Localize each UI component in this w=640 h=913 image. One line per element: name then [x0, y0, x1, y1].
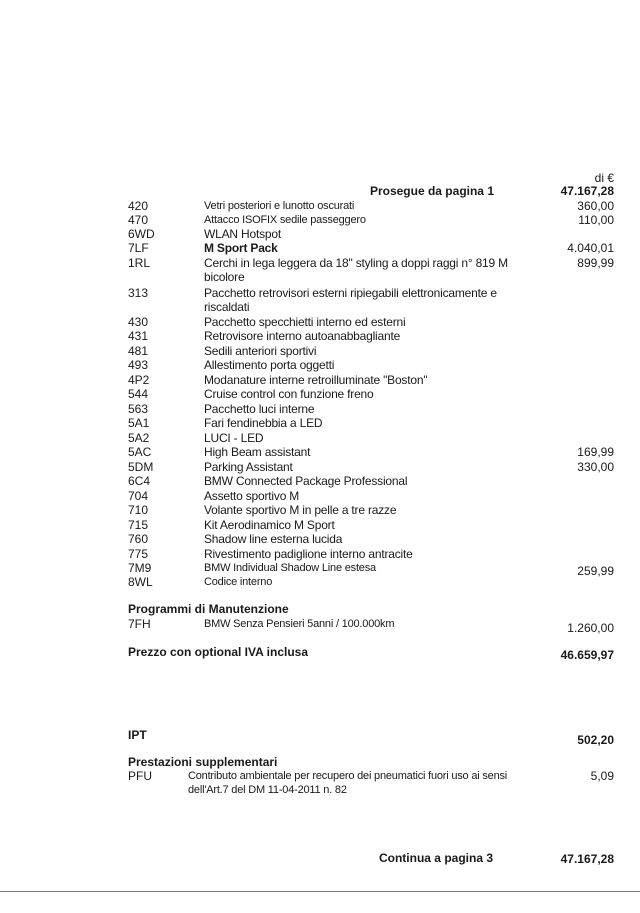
- item-description: Cruise control con funzione freno: [204, 387, 374, 401]
- item-description: BMW Individual Shadow Line estesa: [204, 562, 376, 574]
- item-code: 493: [128, 358, 149, 372]
- item-description: Assetto sportivo M: [204, 489, 300, 503]
- item-code: 760: [128, 532, 149, 546]
- item-code: 710: [128, 503, 149, 517]
- item-description: Pacchetto luci interne: [204, 402, 315, 416]
- item-code: 544: [128, 387, 149, 401]
- item-description: High Beam assistant: [204, 445, 311, 459]
- item-code: 6C4: [128, 474, 151, 488]
- item-code: 5A1: [128, 416, 150, 430]
- price-with-options-label: Prezzo con optional IVA inclusa: [128, 645, 309, 659]
- item-code: 430: [128, 315, 149, 329]
- item-description: Modanature interne retroilluminate "Boston": [204, 373, 428, 387]
- item-description: Pacchetto specchietti interno ed esterni: [204, 315, 406, 329]
- continue-label: Continua a pagina 3: [378, 851, 493, 865]
- item-description: Attacco ISOFIX sedile passeggero: [204, 214, 366, 226]
- item-amount: 259,99: [577, 564, 614, 578]
- item-description: WLAN Hotspot: [204, 227, 281, 241]
- item-code: 4P2: [128, 373, 150, 387]
- supplementary-code: PFU: [128, 769, 152, 783]
- item-code: 5A2: [128, 431, 150, 445]
- item-code: 563: [128, 402, 149, 416]
- carry-over-label: Prosegue da pagina 1: [369, 184, 494, 198]
- item-code: 704: [128, 489, 149, 503]
- item-description: M Sport Pack: [204, 241, 278, 255]
- item-amount: 330,00: [577, 460, 614, 474]
- maintenance-description: BMW Senza Pensieri 5anni / 100.000km: [204, 618, 395, 630]
- continue-amount: 47.167,28: [560, 852, 614, 866]
- item-description: Fari fendinebbia a LED: [204, 416, 323, 430]
- item-code: 775: [128, 547, 149, 561]
- item-code: 470: [128, 213, 149, 227]
- maintenance-code: 7FH: [128, 617, 151, 631]
- item-description: Allestimento porta oggetti: [204, 358, 335, 372]
- item-code: 7M9: [128, 561, 152, 575]
- item-description: Vetri posteriori e lunotto oscurati: [204, 200, 355, 212]
- item-code: 715: [128, 518, 149, 532]
- item-description: LUCI - LED: [204, 431, 264, 445]
- item-description: Volante sportivo M in pelle a tre razze: [204, 503, 397, 517]
- item-code: 431: [128, 329, 149, 343]
- item-description: BMW Connected Package Professional: [204, 474, 408, 488]
- item-amount: 110,00: [578, 213, 614, 227]
- item-code: 6WD: [128, 227, 155, 241]
- ipt-amount: 502,20: [577, 733, 614, 747]
- item-code: 7LF: [128, 241, 149, 255]
- maintenance-title: Programmi di Manutenzione: [128, 602, 289, 616]
- carry-over-amount: 47.167,28: [560, 184, 614, 198]
- item-amount: 899,99: [577, 256, 614, 270]
- item-code: 5DM: [128, 460, 154, 474]
- item-description: Kit Aerodinamico M Sport: [204, 518, 335, 532]
- price-with-options-amount: 46.659,97: [560, 648, 614, 662]
- item-amount: 360,00: [577, 199, 614, 213]
- item-code: 313: [128, 286, 149, 300]
- item-amount: 169,99: [577, 445, 614, 459]
- item-code: 8WL: [128, 575, 153, 589]
- maintenance-amount: 1.260,00: [567, 621, 614, 635]
- item-description: Pacchetto retrovisori esterni ripiegabili elettronicamente e riscaldati: [204, 286, 497, 314]
- item-description: Sedili anteriori sportivi: [204, 344, 317, 358]
- item-description: Rivestimento padiglione interno antracite: [204, 547, 413, 561]
- supplementary-description: Contributo ambientale per recupero dei pneumatici fuori uso ai sensi dell'Art.7 del DM 11-04-2011 n. 82: [188, 770, 508, 796]
- item-description: Shadow line esterna lucida: [204, 532, 343, 546]
- item-code: 1RL: [128, 256, 151, 270]
- item-amount: 4.040,01: [567, 241, 614, 255]
- ipt-label: IPT: [128, 728, 147, 742]
- footer-divider: [0, 891, 640, 892]
- item-description: Codice interno: [204, 576, 273, 588]
- item-description: Cerchi in lega leggera da 18" styling a doppi raggi n° 819 M bicolore: [204, 256, 508, 284]
- item-code: 420: [128, 199, 149, 213]
- item-code: 5AC: [128, 445, 152, 459]
- currency-label: di €: [594, 171, 614, 185]
- item-description: Retrovisore interno autoanabbagliante: [204, 329, 401, 343]
- supplementary-title: Prestazioni supplementari: [128, 755, 278, 769]
- supplementary-amount: 5,09: [590, 769, 614, 783]
- item-description: Parking Assistant: [204, 460, 293, 474]
- item-code: 481: [128, 344, 149, 358]
